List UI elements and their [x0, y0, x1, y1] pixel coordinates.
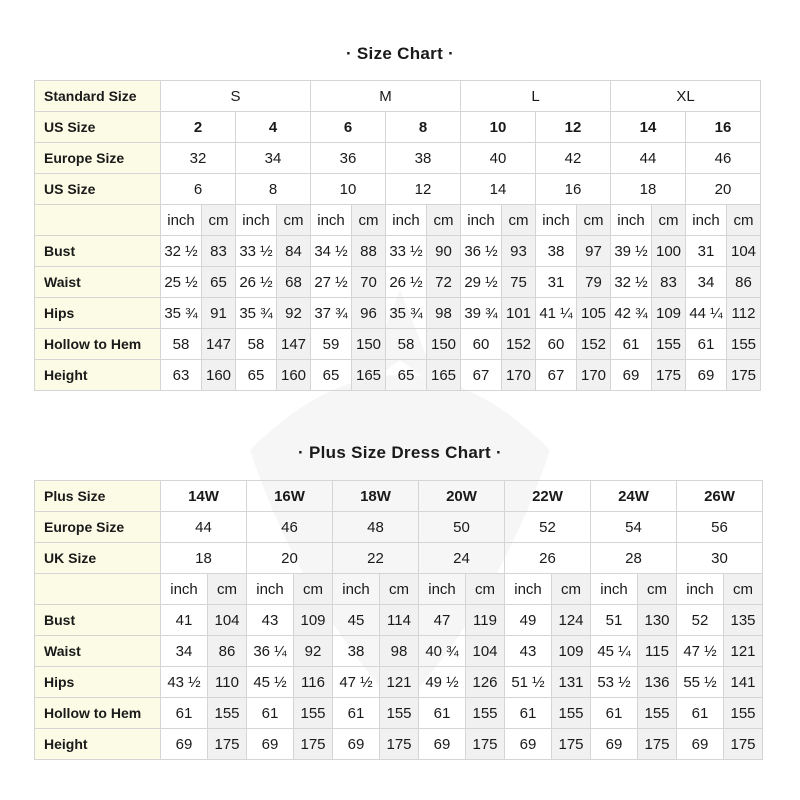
inch-value: 69 — [591, 729, 638, 760]
table-row — [35, 81, 761, 112]
inch-value: 69 — [333, 729, 380, 760]
inch-value: 38 — [536, 236, 577, 267]
size-cell: 14 — [611, 112, 686, 143]
cm-value: 141 — [724, 667, 763, 698]
size-cell: 12 — [386, 174, 461, 205]
inch-value: 58 — [161, 329, 202, 360]
cm-value: 86 — [208, 636, 247, 667]
inch-value: 45 — [333, 605, 380, 636]
cm-value: 155 — [294, 698, 333, 729]
cm-value: 175 — [380, 729, 419, 760]
row-label: Bust — [35, 236, 161, 267]
cm-value: 68 — [277, 267, 311, 298]
size-cell: M — [311, 81, 461, 112]
cm-value: 84 — [277, 236, 311, 267]
row-label: UK Size — [35, 543, 161, 574]
cm-value: 170 — [502, 360, 536, 391]
cm-value: 130 — [638, 605, 677, 636]
inch-value: 65 — [236, 360, 277, 391]
unit-cm: cm — [208, 574, 247, 605]
measurement-row — [35, 298, 761, 329]
cm-value: 98 — [380, 636, 419, 667]
table-row — [35, 112, 761, 143]
cm-value: 124 — [552, 605, 591, 636]
row-label — [35, 574, 161, 605]
cm-value: 175 — [466, 729, 505, 760]
inch-value: 32 ½ — [611, 267, 652, 298]
row-label: Europe Size — [35, 143, 161, 174]
inch-value: 39 ½ — [611, 236, 652, 267]
cm-value: 83 — [202, 236, 236, 267]
inch-value: 61 — [677, 698, 724, 729]
unit-inch: inch — [161, 205, 202, 236]
cm-value: 83 — [652, 267, 686, 298]
unit-inch: inch — [386, 205, 427, 236]
size-cell: 18 — [161, 543, 247, 574]
inch-value: 69 — [505, 729, 552, 760]
size-cell: 20 — [247, 543, 333, 574]
unit-cm: cm — [724, 574, 763, 605]
plus-size-chart-table — [34, 480, 763, 760]
row-label: Standard Size — [35, 81, 161, 112]
inch-value: 43 — [247, 605, 294, 636]
cm-value: 175 — [638, 729, 677, 760]
cm-value: 100 — [652, 236, 686, 267]
size-cell: 48 — [333, 512, 419, 543]
inch-value: 43 ½ — [161, 667, 208, 698]
cm-value: 136 — [638, 667, 677, 698]
cm-value: 72 — [427, 267, 461, 298]
size-cell: 22W — [505, 481, 591, 512]
inch-value: 32 ½ — [161, 236, 202, 267]
cm-value: 119 — [466, 605, 505, 636]
inch-value: 35 ¾ — [236, 298, 277, 329]
inch-value: 61 — [247, 698, 294, 729]
table-row — [35, 143, 761, 174]
row-label: Hollow to Hem — [35, 329, 161, 360]
inch-value: 25 ½ — [161, 267, 202, 298]
inch-value: 65 — [311, 360, 352, 391]
inch-value: 59 — [311, 329, 352, 360]
unit-inch: inch — [536, 205, 577, 236]
cm-value: 170 — [577, 360, 611, 391]
inch-value: 34 — [686, 267, 727, 298]
cm-value: 155 — [466, 698, 505, 729]
size-cell: S — [161, 81, 311, 112]
cm-value: 93 — [502, 236, 536, 267]
cm-value: 101 — [502, 298, 536, 329]
inch-value: 61 — [686, 329, 727, 360]
row-label: Hollow to Hem — [35, 698, 161, 729]
size-cell: 38 — [386, 143, 461, 174]
size-cell: 4 — [236, 112, 311, 143]
cm-value: 175 — [727, 360, 761, 391]
size-cell: 44 — [161, 512, 247, 543]
cm-value: 104 — [727, 236, 761, 267]
size-cell: 30 — [677, 543, 763, 574]
cm-value: 105 — [577, 298, 611, 329]
unit-inch: inch — [677, 574, 724, 605]
size-chart-table — [34, 80, 761, 391]
inch-value: 39 ¾ — [461, 298, 502, 329]
size-cell: 18 — [611, 174, 686, 205]
size-cell: 16 — [686, 112, 761, 143]
unit-inch: inch — [247, 574, 294, 605]
measurement-row — [35, 605, 763, 636]
size-cell: 36 — [311, 143, 386, 174]
inch-value: 61 — [161, 698, 208, 729]
unit-cm: cm — [294, 574, 333, 605]
size-cell: 6 — [161, 174, 236, 205]
cm-value: 116 — [294, 667, 333, 698]
cm-value: 155 — [552, 698, 591, 729]
inch-value: 69 — [677, 729, 724, 760]
size-cell: 14W — [161, 481, 247, 512]
inch-value: 60 — [461, 329, 502, 360]
row-label: Height — [35, 360, 161, 391]
cm-value: 175 — [294, 729, 333, 760]
inch-value: 33 ½ — [386, 236, 427, 267]
inch-value: 26 ½ — [236, 267, 277, 298]
inch-value: 33 ½ — [236, 236, 277, 267]
unit-cm: cm — [552, 574, 591, 605]
unit-row — [35, 205, 761, 236]
size-cell: XL — [611, 81, 761, 112]
size-cell: 32 — [161, 143, 236, 174]
cm-value: 110 — [208, 667, 247, 698]
unit-cm: cm — [427, 205, 461, 236]
inch-value: 69 — [419, 729, 466, 760]
size-cell: 10 — [311, 174, 386, 205]
row-label: US Size — [35, 174, 161, 205]
cm-value: 112 — [727, 298, 761, 329]
cm-value: 165 — [352, 360, 386, 391]
size-cell: 16 — [536, 174, 611, 205]
size-cell: 8 — [386, 112, 461, 143]
cm-value: 92 — [294, 636, 333, 667]
table-row — [35, 512, 763, 543]
cm-value: 115 — [638, 636, 677, 667]
size-cell: 14 — [461, 174, 536, 205]
cm-value: 160 — [277, 360, 311, 391]
inch-value: 34 — [161, 636, 208, 667]
cm-value: 109 — [552, 636, 591, 667]
size-cell: 46 — [686, 143, 761, 174]
size-cell: 34 — [236, 143, 311, 174]
row-label — [35, 205, 161, 236]
cm-value: 165 — [427, 360, 461, 391]
cm-value: 175 — [652, 360, 686, 391]
row-label: Waist — [35, 267, 161, 298]
size-cell: 6 — [311, 112, 386, 143]
cm-value: 70 — [352, 267, 386, 298]
size-cell: 20W — [419, 481, 505, 512]
cm-value: 109 — [294, 605, 333, 636]
inch-value: 58 — [386, 329, 427, 360]
inch-value: 38 — [333, 636, 380, 667]
inch-value: 69 — [161, 729, 208, 760]
cm-value: 175 — [724, 729, 763, 760]
size-cell: 2 — [161, 112, 236, 143]
table-row — [35, 543, 763, 574]
cm-value: 147 — [277, 329, 311, 360]
inch-value: 35 ¾ — [161, 298, 202, 329]
size-cell: 28 — [591, 543, 677, 574]
table-row — [35, 174, 761, 205]
cm-value: 155 — [208, 698, 247, 729]
size-cell: 56 — [677, 512, 763, 543]
size-cell: 8 — [236, 174, 311, 205]
row-label: Waist — [35, 636, 161, 667]
inch-value: 49 — [505, 605, 552, 636]
inch-value: 65 — [386, 360, 427, 391]
unit-cm: cm — [277, 205, 311, 236]
unit-row — [35, 574, 763, 605]
unit-inch: inch — [311, 205, 352, 236]
size-cell: 52 — [505, 512, 591, 543]
inch-value: 36 ¼ — [247, 636, 294, 667]
inch-value: 31 — [686, 236, 727, 267]
measurement-row — [35, 267, 761, 298]
cm-value: 155 — [380, 698, 419, 729]
row-label: Europe Size — [35, 512, 161, 543]
measurement-row — [35, 236, 761, 267]
inch-value: 27 ½ — [311, 267, 352, 298]
inch-value: 45 ¼ — [591, 636, 638, 667]
table-row — [35, 481, 763, 512]
inch-value: 58 — [236, 329, 277, 360]
size-cell: 24 — [419, 543, 505, 574]
inch-value: 37 ¾ — [311, 298, 352, 329]
cm-value: 88 — [352, 236, 386, 267]
row-label: Height — [35, 729, 161, 760]
cm-value: 150 — [352, 329, 386, 360]
inch-value: 55 ½ — [677, 667, 724, 698]
cm-value: 147 — [202, 329, 236, 360]
unit-cm: cm — [502, 205, 536, 236]
measurement-row — [35, 360, 761, 391]
size-cell: 42 — [536, 143, 611, 174]
unit-inch: inch — [611, 205, 652, 236]
cm-value: 135 — [724, 605, 763, 636]
cm-value: 79 — [577, 267, 611, 298]
size-cell: 50 — [419, 512, 505, 543]
row-label: US Size — [35, 112, 161, 143]
size-cell: 44 — [611, 143, 686, 174]
cm-value: 92 — [277, 298, 311, 329]
cm-value: 97 — [577, 236, 611, 267]
inch-value: 45 ½ — [247, 667, 294, 698]
inch-value: 41 ¼ — [536, 298, 577, 329]
size-cell: 26W — [677, 481, 763, 512]
cm-value: 86 — [727, 267, 761, 298]
unit-cm: cm — [352, 205, 386, 236]
inch-value: 47 ½ — [333, 667, 380, 698]
inch-value: 26 ½ — [386, 267, 427, 298]
inch-value: 63 — [161, 360, 202, 391]
size-cell: 54 — [591, 512, 677, 543]
inch-value: 61 — [591, 698, 638, 729]
size-cell: 22 — [333, 543, 419, 574]
measurement-row — [35, 667, 763, 698]
inch-value: 69 — [247, 729, 294, 760]
cm-value: 121 — [380, 667, 419, 698]
cm-value: 155 — [652, 329, 686, 360]
size-cell: 24W — [591, 481, 677, 512]
size-cell: L — [461, 81, 611, 112]
cm-value: 90 — [427, 236, 461, 267]
inch-value: 36 ½ — [461, 236, 502, 267]
inch-value: 69 — [611, 360, 652, 391]
cm-value: 114 — [380, 605, 419, 636]
unit-cm: cm — [727, 205, 761, 236]
unit-inch: inch — [236, 205, 277, 236]
cm-value: 175 — [208, 729, 247, 760]
cm-value: 98 — [427, 298, 461, 329]
unit-cm: cm — [466, 574, 505, 605]
cm-value: 75 — [502, 267, 536, 298]
inch-value: 61 — [505, 698, 552, 729]
inch-value: 31 — [536, 267, 577, 298]
measurement-row — [35, 698, 763, 729]
size-chart-title: · Size Chart · — [345, 44, 455, 63]
measurement-row — [35, 729, 763, 760]
inch-value: 29 ½ — [461, 267, 502, 298]
unit-inch: inch — [161, 574, 208, 605]
inch-value: 42 ¾ — [611, 298, 652, 329]
inch-value: 34 ½ — [311, 236, 352, 267]
size-cell: 10 — [461, 112, 536, 143]
inch-value: 44 ¼ — [686, 298, 727, 329]
cm-value: 65 — [202, 267, 236, 298]
cm-value: 126 — [466, 667, 505, 698]
inch-value: 47 — [419, 605, 466, 636]
cm-value: 96 — [352, 298, 386, 329]
inch-value: 52 — [677, 605, 724, 636]
unit-inch: inch — [461, 205, 502, 236]
cm-value: 150 — [427, 329, 461, 360]
cm-value: 104 — [208, 605, 247, 636]
unit-cm: cm — [652, 205, 686, 236]
inch-value: 67 — [461, 360, 502, 391]
unit-cm: cm — [380, 574, 419, 605]
row-label: Hips — [35, 298, 161, 329]
unit-inch: inch — [333, 574, 380, 605]
inch-value: 51 — [591, 605, 638, 636]
inch-value: 47 ½ — [677, 636, 724, 667]
inch-value: 49 ½ — [419, 667, 466, 698]
unit-inch: inch — [419, 574, 466, 605]
cm-value: 155 — [724, 698, 763, 729]
measurement-row — [35, 636, 763, 667]
inch-value: 43 — [505, 636, 552, 667]
inch-value: 51 ½ — [505, 667, 552, 698]
inch-value: 61 — [611, 329, 652, 360]
cm-value: 155 — [727, 329, 761, 360]
plus-size-chart-title: · Plus Size Dress Chart · — [297, 443, 502, 462]
inch-value: 61 — [419, 698, 466, 729]
inch-value: 35 ¾ — [386, 298, 427, 329]
cm-value: 104 — [466, 636, 505, 667]
measurement-row — [35, 329, 761, 360]
inch-value: 69 — [686, 360, 727, 391]
cm-value: 152 — [577, 329, 611, 360]
cm-value: 131 — [552, 667, 591, 698]
cm-value: 152 — [502, 329, 536, 360]
cm-value: 121 — [724, 636, 763, 667]
size-cell: 18W — [333, 481, 419, 512]
size-cell: 26 — [505, 543, 591, 574]
row-label: Hips — [35, 667, 161, 698]
unit-inch: inch — [591, 574, 638, 605]
unit-inch: inch — [686, 205, 727, 236]
size-cell: 46 — [247, 512, 333, 543]
cm-value: 160 — [202, 360, 236, 391]
inch-value: 60 — [536, 329, 577, 360]
unit-inch: inch — [505, 574, 552, 605]
row-label: Bust — [35, 605, 161, 636]
cm-value: 91 — [202, 298, 236, 329]
cm-value: 155 — [638, 698, 677, 729]
size-cell: 20 — [686, 174, 761, 205]
unit-cm: cm — [202, 205, 236, 236]
unit-cm: cm — [638, 574, 677, 605]
row-label: Plus Size — [35, 481, 161, 512]
inch-value: 40 ¾ — [419, 636, 466, 667]
inch-value: 61 — [333, 698, 380, 729]
inch-value: 41 — [161, 605, 208, 636]
unit-cm: cm — [577, 205, 611, 236]
cm-value: 109 — [652, 298, 686, 329]
inch-value: 67 — [536, 360, 577, 391]
size-cell: 16W — [247, 481, 333, 512]
size-cell: 40 — [461, 143, 536, 174]
inch-value: 53 ½ — [591, 667, 638, 698]
cm-value: 175 — [552, 729, 591, 760]
size-cell: 12 — [536, 112, 611, 143]
